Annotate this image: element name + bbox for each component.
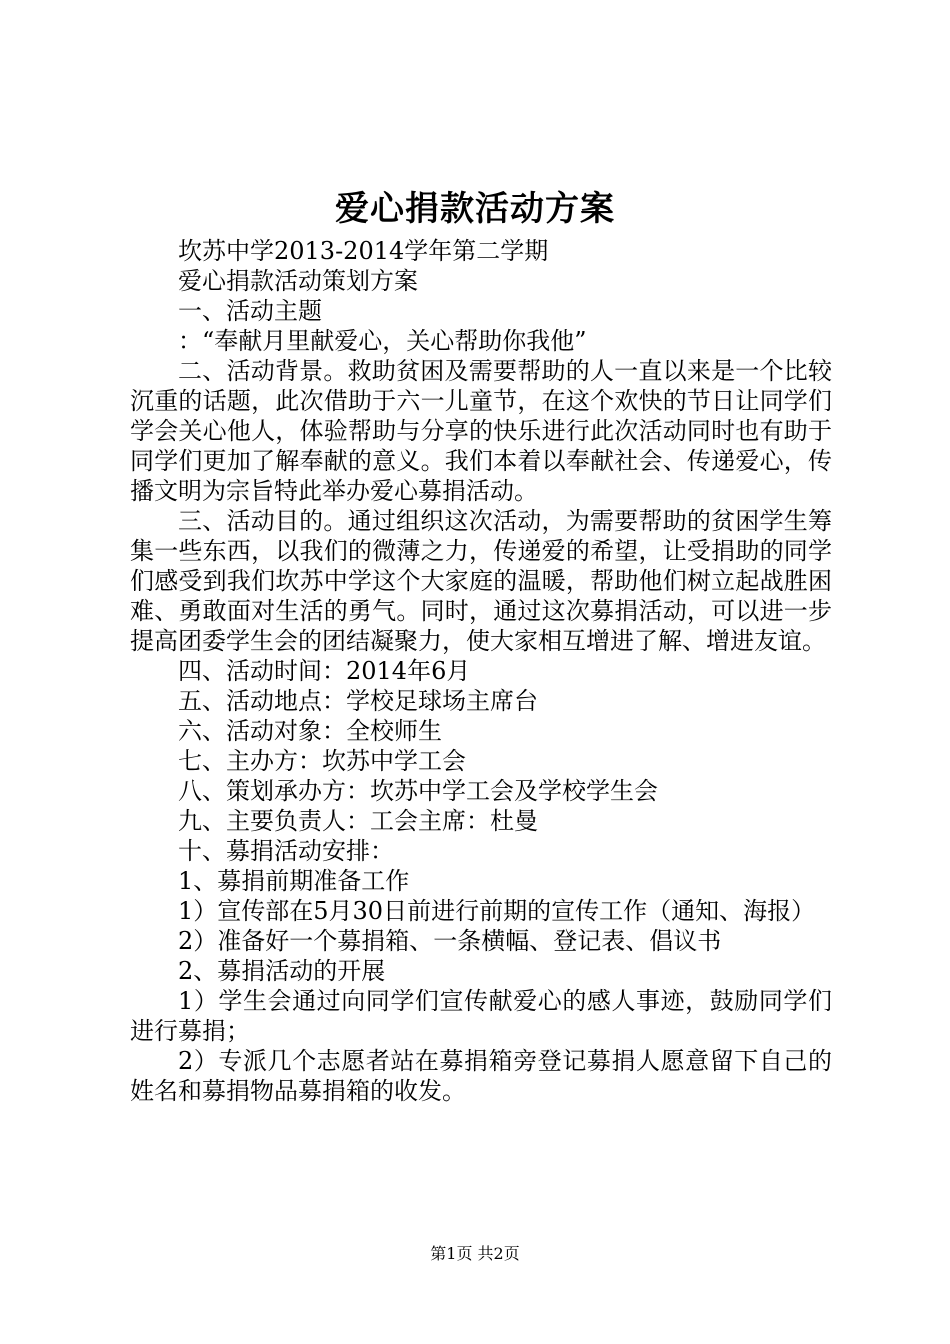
paragraph-promotion: 1）学生会通过向同学们宣传献爱心的感人事迹，鼓励同学们进行募捐； bbox=[130, 987, 832, 1045]
paragraph-location: 五、活动地点：学校足球场主席台 bbox=[178, 687, 538, 715]
paragraph-execution: 2、募捐活动的开展 bbox=[178, 957, 386, 985]
paragraph-publicity: 1）宣传部在5月30日前进行前期的宣传工作（通知、海报） bbox=[178, 897, 816, 925]
paragraph-volunteers: 2）专派几个志愿者站在募捐箱旁登记募捐人愿意留下自己的姓名和募捐物品募捐箱的收发。 bbox=[130, 1047, 832, 1105]
paragraph-leader: 九、主要负责人：工会主席：杜曼 bbox=[178, 807, 538, 835]
page-number: 第1页 共2页 bbox=[430, 1244, 520, 1263]
paragraph-time: 四、活动时间：2014年6月 bbox=[178, 657, 471, 685]
paragraph-theme-heading: 一、活动主题 bbox=[178, 297, 322, 325]
paragraph-host: 七、主办方：坎苏中学工会 bbox=[178, 747, 466, 775]
paragraph-purpose: 三、活动目的。通过组织这次活动，为需要帮助的贫困学生筹集一些东西，以我们的微薄之力，传递爱的希望，让受捐助的同学们感受到我们坎苏中学这个大家庭的温暖，帮助他们树立起战胜困难、勇敢面对生活的勇气。同时，通过这次募捐活动，可以进一步提高团委学生会的团结凝聚力，使大家相互增进了解、增进友谊。 bbox=[130, 507, 832, 655]
paragraph-arrangement: 十、募捐活动安排： bbox=[178, 837, 394, 865]
paragraph-organizer: 八、策划承办方：坎苏中学工会及学校学生会 bbox=[178, 777, 658, 805]
paragraph-background: 二、活动背景。救助贫困及需要帮助的人一直以来是一个比较沉重的话题，此次借助于六一儿童节，在这个欢快的节日让同学们学会关心他人，体验帮助与分享的快乐进行此次活动同时也有助于同学们更加了解奉献的意义。我们本着以奉献社会、传递爱心，传播文明为宗旨特此举办爱心募捐活动。 bbox=[130, 357, 832, 505]
paragraph-theme: ：“奉献月里献爱心，关心帮助你我他” bbox=[178, 327, 587, 355]
paragraph-school-term: 坎苏中学2013-2014学年第二学期 bbox=[178, 237, 549, 265]
paragraph-materials: 2）准备好一个募捐箱、一条横幅、登记表、倡议书 bbox=[178, 927, 722, 955]
paragraph-preparation: 1、募捐前期准备工作 bbox=[178, 867, 410, 895]
paragraph-plan-name: 爱心捐款活动策划方案 bbox=[178, 267, 418, 295]
paragraph-audience: 六、活动对象：全校师生 bbox=[178, 717, 442, 745]
document-title: 爱心捐款活动方案 bbox=[335, 189, 615, 229]
document-body bbox=[130, 236, 832, 1106]
